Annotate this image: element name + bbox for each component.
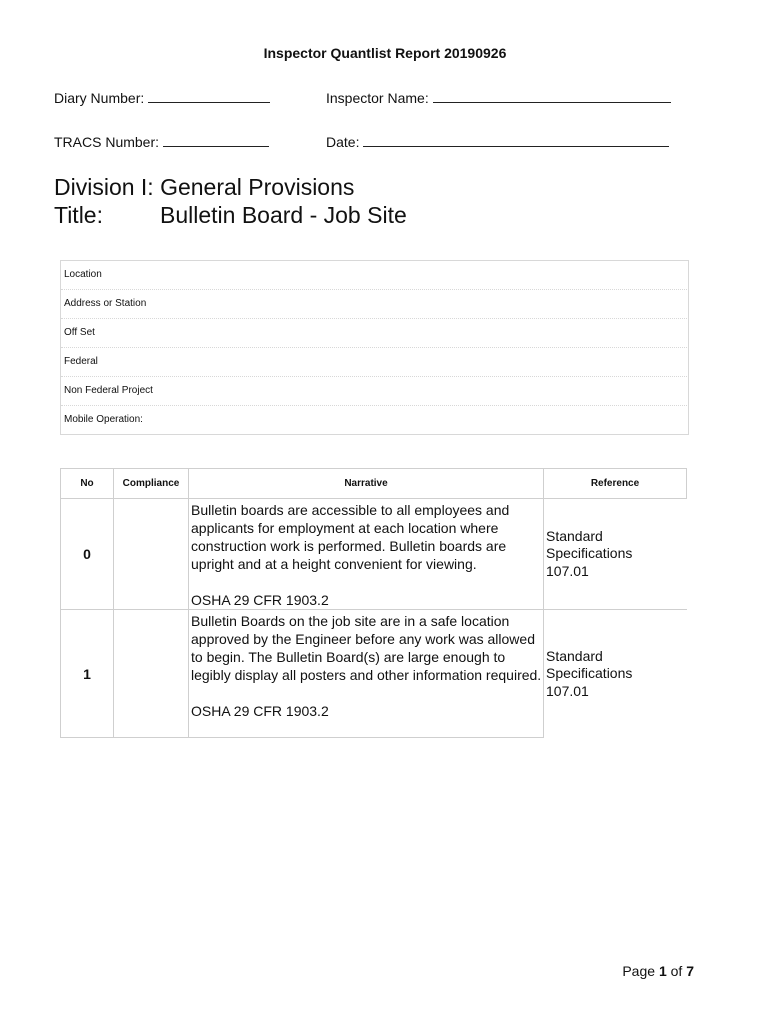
compliance-cell[interactable] <box>114 499 189 610</box>
table-row <box>61 499 687 610</box>
location-info-table <box>60 260 689 435</box>
header-narrative: Narrative <box>189 469 544 499</box>
title-label: Title: <box>54 202 103 228</box>
narrative-cell: Bulletin boards are accessible to all employees and applicants for employment at each location where construction work is performed. Bulletin boards are upright and at a height convenient for viewing. OSHA 29 CFR 1903.2 <box>189 499 544 610</box>
report-title: Inspector Quantlist Report 20190926 <box>263 45 507 61</box>
header-no: No <box>61 469 114 499</box>
inspection-items-table <box>60 468 687 738</box>
tracs-number-label: TRACS Number: <box>54 134 160 150</box>
page-of: of <box>670 963 683 979</box>
info-row-federal: Federal <box>61 348 689 377</box>
table-header-row <box>61 469 687 499</box>
info-row-address: Address or Station <box>61 290 689 319</box>
tracs-number-field <box>54 132 269 150</box>
current-page: 1 <box>658 963 667 979</box>
info-row-non-federal: Non Federal Project <box>61 377 689 406</box>
date-field <box>326 132 669 150</box>
date-blank <box>363 132 669 147</box>
info-row-mobile-operation: Mobile Operation: <box>61 406 689 435</box>
title-heading <box>54 202 407 229</box>
division-heading: Division I: General Provisions <box>54 174 355 200</box>
total-pages: 7 <box>686 963 694 979</box>
diary-number-field <box>54 88 270 106</box>
page-prefix: Page <box>622 963 656 979</box>
narrative-cell: Bulletin Boards on the job site are in a safe location approved by the Engineer before any work was allowed to begin. The Bulletin Board(s) are large enough to legibly display all posters and other information required. OSHA 29 CFR 1903.2 <box>189 610 544 738</box>
date-label: Date: <box>326 134 360 150</box>
title-value: Bulletin Board - Job Site <box>160 202 407 228</box>
page-number <box>622 963 694 979</box>
inspector-name-blank <box>433 88 671 103</box>
inspector-name-field <box>326 88 671 106</box>
reference-cell: Standard Specifications 107.01 <box>544 610 687 738</box>
info-row-offset: Off Set <box>61 319 689 348</box>
info-row-location: Location <box>61 261 689 290</box>
tracs-number-blank <box>163 132 269 147</box>
diary-number-blank <box>148 88 270 103</box>
row-number: 1 <box>61 610 114 738</box>
diary-number-label: Diary Number: <box>54 90 145 106</box>
row-number: 0 <box>61 499 114 610</box>
reference-cell: Standard Specifications 107.01 <box>544 499 687 610</box>
header-compliance: Compliance <box>114 469 189 499</box>
header-reference: Reference <box>544 469 687 499</box>
table-row <box>61 610 687 738</box>
inspector-name-label: Inspector Name: <box>326 90 429 106</box>
compliance-cell[interactable] <box>114 610 189 738</box>
